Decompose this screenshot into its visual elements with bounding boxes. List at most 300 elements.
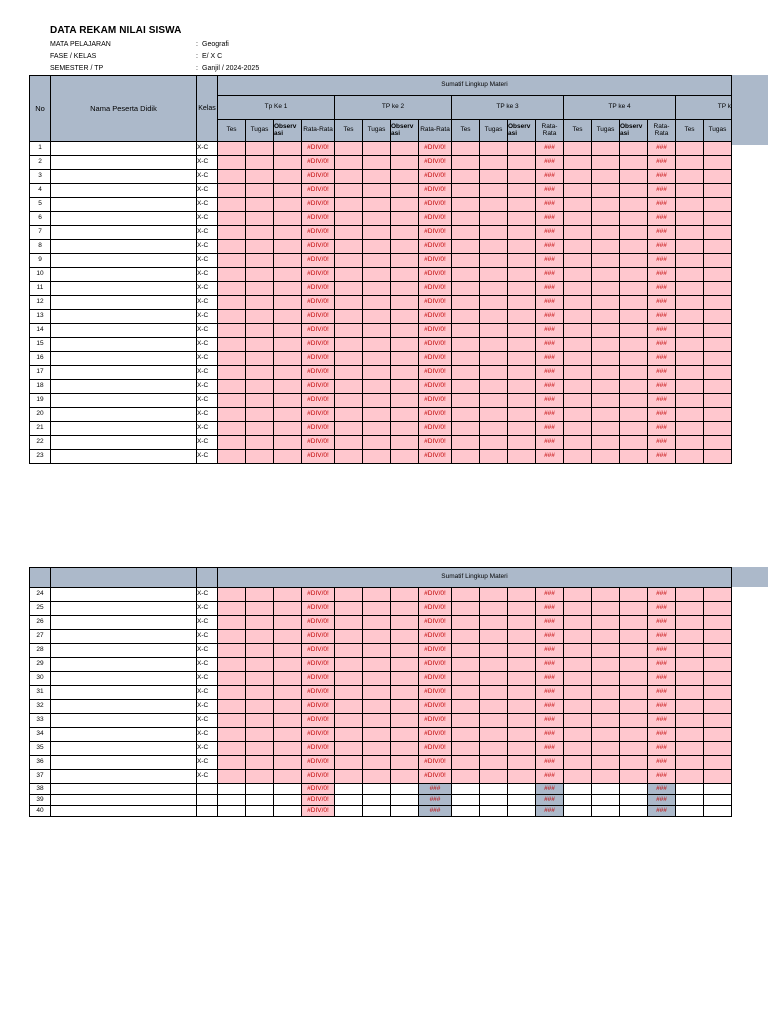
kelas-cell[interactable]: X-C [197,142,218,156]
score-tugas-cell[interactable] [480,686,508,700]
score-observasi-cell[interactable] [508,394,536,408]
score-tugas-cell[interactable] [246,630,274,644]
score-tugas-cell[interactable] [592,795,620,806]
score-tes-cell[interactable] [335,282,363,296]
score-tes-cell[interactable] [676,742,704,756]
score-observasi-cell[interactable] [508,380,536,394]
score-observasi-cell[interactable] [508,184,536,198]
score-tes-cell[interactable] [676,450,704,464]
student-name-cell[interactable] [51,380,197,394]
student-name-cell[interactable] [51,198,197,212]
score-tes-cell[interactable] [218,806,246,817]
kelas-cell[interactable]: X-C [197,296,218,310]
score-observasi-cell[interactable] [391,296,419,310]
score-observasi-cell[interactable] [620,616,648,630]
score-tes-cell[interactable] [335,806,363,817]
score-observasi-cell[interactable] [274,630,302,644]
score-tes-cell[interactable] [218,728,246,742]
student-name-cell[interactable] [51,310,197,324]
score-observasi-cell[interactable] [508,644,536,658]
student-name-cell[interactable] [51,324,197,338]
kelas-cell[interactable] [197,795,218,806]
score-tugas-cell[interactable] [592,366,620,380]
kelas-cell[interactable]: X-C [197,268,218,282]
score-tes-cell[interactable] [676,784,704,795]
score-tugas-cell[interactable] [704,170,732,184]
score-tugas-cell[interactable] [363,184,391,198]
kelas-cell[interactable]: X-C [197,672,218,686]
kelas-cell[interactable]: X-C [197,770,218,784]
score-tes-cell[interactable] [452,588,480,602]
score-tes-cell[interactable] [218,700,246,714]
score-tes-cell[interactable] [452,728,480,742]
score-tes-cell[interactable] [452,352,480,366]
score-tes-cell[interactable] [335,422,363,436]
score-observasi-cell[interactable] [391,436,419,450]
score-observasi-cell[interactable] [274,616,302,630]
score-tugas-cell[interactable] [480,728,508,742]
score-tes-cell[interactable] [676,310,704,324]
score-tugas-cell[interactable] [480,742,508,756]
score-tugas-cell[interactable] [246,756,274,770]
student-name-cell[interactable] [51,450,197,464]
score-tes-cell[interactable] [564,686,592,700]
score-tugas-cell[interactable] [363,226,391,240]
score-tugas-cell[interactable] [592,352,620,366]
score-observasi-cell[interactable] [391,240,419,254]
meta-value[interactable]: Ganjil / 2024-2025 [202,65,260,72]
score-tes-cell[interactable] [564,212,592,226]
score-tes-cell[interactable] [452,806,480,817]
score-tugas-cell[interactable] [363,282,391,296]
score-observasi-cell[interactable] [620,644,648,658]
score-tes-cell[interactable] [676,338,704,352]
score-tes-cell[interactable] [335,408,363,422]
score-tugas-cell[interactable] [480,658,508,672]
score-tugas-cell[interactable] [480,436,508,450]
kelas-cell[interactable]: X-C [197,254,218,268]
score-tugas-cell[interactable] [363,324,391,338]
score-observasi-cell[interactable] [391,770,419,784]
score-tugas-cell[interactable] [246,672,274,686]
score-tes-cell[interactable] [335,644,363,658]
score-tes-cell[interactable] [564,742,592,756]
score-observasi-cell[interactable] [391,170,419,184]
score-tugas-cell[interactable] [592,784,620,795]
score-tugas-cell[interactable] [480,254,508,268]
score-observasi-cell[interactable] [620,408,648,422]
score-observasi-cell[interactable] [620,212,648,226]
kelas-cell[interactable]: X-C [197,700,218,714]
score-tugas-cell[interactable] [704,408,732,422]
score-tugas-cell[interactable] [246,338,274,352]
kelas-cell[interactable]: X-C [197,714,218,728]
kelas-cell[interactable]: X-C [197,184,218,198]
score-observasi-cell[interactable] [620,588,648,602]
score-tugas-cell[interactable] [246,784,274,795]
score-tes-cell[interactable] [452,700,480,714]
score-tugas-cell[interactable] [363,380,391,394]
score-tugas-cell[interactable] [480,714,508,728]
score-observasi-cell[interactable] [508,408,536,422]
score-tes-cell[interactable] [452,338,480,352]
score-observasi-cell[interactable] [391,380,419,394]
score-tugas-cell[interactable] [480,212,508,226]
score-observasi-cell[interactable] [508,422,536,436]
score-observasi-cell[interactable] [620,156,648,170]
score-tugas-cell[interactable] [363,672,391,686]
score-tes-cell[interactable] [564,756,592,770]
score-tes-cell[interactable] [452,658,480,672]
score-tugas-cell[interactable] [704,254,732,268]
score-tes-cell[interactable] [335,756,363,770]
score-observasi-cell[interactable] [274,184,302,198]
score-observasi-cell[interactable] [620,756,648,770]
score-tes-cell[interactable] [335,742,363,756]
student-name-cell[interactable] [51,156,197,170]
score-observasi-cell[interactable] [620,602,648,616]
score-tes-cell[interactable] [676,700,704,714]
score-tugas-cell[interactable] [592,408,620,422]
score-tes-cell[interactable] [335,296,363,310]
score-observasi-cell[interactable] [508,198,536,212]
score-tes-cell[interactable] [564,282,592,296]
score-tes-cell[interactable] [335,602,363,616]
score-tugas-cell[interactable] [480,184,508,198]
score-observasi-cell[interactable] [274,352,302,366]
score-tes-cell[interactable] [564,658,592,672]
score-tes-cell[interactable] [335,700,363,714]
score-tes-cell[interactable] [218,198,246,212]
score-tugas-cell[interactable] [246,310,274,324]
score-tugas-cell[interactable] [363,770,391,784]
score-tugas-cell[interactable] [704,240,732,254]
score-tes-cell[interactable] [564,630,592,644]
score-observasi-cell[interactable] [274,700,302,714]
score-tes-cell[interactable] [676,672,704,686]
score-tugas-cell[interactable] [592,806,620,817]
student-name-cell[interactable] [51,588,197,602]
score-tes-cell[interactable] [218,240,246,254]
score-observasi-cell[interactable] [274,268,302,282]
student-name-cell[interactable] [51,226,197,240]
score-tugas-cell[interactable] [480,672,508,686]
score-tes-cell[interactable] [676,380,704,394]
score-tes-cell[interactable] [452,198,480,212]
score-tes-cell[interactable] [564,254,592,268]
score-observasi-cell[interactable] [274,254,302,268]
score-observasi-cell[interactable] [508,700,536,714]
score-tugas-cell[interactable] [592,422,620,436]
score-tugas-cell[interactable] [592,436,620,450]
meta-value[interactable]: E/ X C [202,53,223,60]
score-tes-cell[interactable] [564,296,592,310]
score-tugas-cell[interactable] [480,644,508,658]
kelas-cell[interactable]: X-C [197,616,218,630]
score-tugas-cell[interactable] [480,352,508,366]
score-observasi-cell[interactable] [620,170,648,184]
meta-value[interactable]: Geografi [202,41,229,48]
score-tes-cell[interactable] [335,616,363,630]
score-tes-cell[interactable] [218,226,246,240]
score-tugas-cell[interactable] [480,380,508,394]
score-observasi-cell[interactable] [274,770,302,784]
score-observasi-cell[interactable] [274,282,302,296]
score-observasi-cell[interactable] [508,352,536,366]
score-tugas-cell[interactable] [592,240,620,254]
score-tugas-cell[interactable] [704,714,732,728]
score-observasi-cell[interactable] [620,700,648,714]
student-name-cell[interactable] [51,686,197,700]
kelas-cell[interactable]: X-C [197,588,218,602]
score-observasi-cell[interactable] [508,436,536,450]
score-tugas-cell[interactable] [480,795,508,806]
score-tugas-cell[interactable] [704,700,732,714]
score-tugas-cell[interactable] [363,714,391,728]
score-tes-cell[interactable] [218,338,246,352]
score-tes-cell[interactable] [218,672,246,686]
student-name-cell[interactable] [51,142,197,156]
score-tugas-cell[interactable] [480,338,508,352]
score-observasi-cell[interactable] [508,296,536,310]
score-tes-cell[interactable] [335,630,363,644]
score-observasi-cell[interactable] [391,366,419,380]
score-observasi-cell[interactable] [391,756,419,770]
score-tes-cell[interactable] [452,240,480,254]
score-tugas-cell[interactable] [246,700,274,714]
score-tes-cell[interactable] [564,240,592,254]
score-observasi-cell[interactable] [620,380,648,394]
score-tes-cell[interactable] [676,156,704,170]
score-tes-cell[interactable] [452,686,480,700]
score-tes-cell[interactable] [564,422,592,436]
score-observasi-cell[interactable] [508,254,536,268]
student-name-cell[interactable] [51,756,197,770]
score-tes-cell[interactable] [676,806,704,817]
score-tes-cell[interactable] [564,380,592,394]
score-tes-cell[interactable] [564,142,592,156]
score-observasi-cell[interactable] [508,142,536,156]
score-tugas-cell[interactable] [592,588,620,602]
score-tes-cell[interactable] [452,672,480,686]
score-tes-cell[interactable] [218,254,246,268]
score-tes-cell[interactable] [676,795,704,806]
score-tes-cell[interactable] [452,170,480,184]
score-tugas-cell[interactable] [592,728,620,742]
student-name-cell[interactable] [51,170,197,184]
score-observasi-cell[interactable] [508,672,536,686]
score-observasi-cell[interactable] [391,338,419,352]
score-tugas-cell[interactable] [246,602,274,616]
score-tes-cell[interactable] [335,658,363,672]
score-tugas-cell[interactable] [363,742,391,756]
score-tugas-cell[interactable] [480,408,508,422]
score-observasi-cell[interactable] [274,226,302,240]
score-observasi-cell[interactable] [620,254,648,268]
student-name-cell[interactable] [51,282,197,296]
score-tes-cell[interactable] [218,742,246,756]
score-tes-cell[interactable] [218,310,246,324]
score-observasi-cell[interactable] [274,658,302,672]
score-observasi-cell[interactable] [508,170,536,184]
score-tugas-cell[interactable] [480,226,508,240]
student-name-cell[interactable] [51,806,197,817]
score-tes-cell[interactable] [564,184,592,198]
score-observasi-cell[interactable] [508,630,536,644]
score-tes-cell[interactable] [676,658,704,672]
score-tes-cell[interactable] [452,156,480,170]
score-tes-cell[interactable] [335,795,363,806]
student-name-cell[interactable] [51,240,197,254]
kelas-cell[interactable]: X-C [197,338,218,352]
score-observasi-cell[interactable] [620,310,648,324]
score-observasi-cell[interactable] [508,310,536,324]
student-name-cell[interactable] [51,338,197,352]
score-observasi-cell[interactable] [508,338,536,352]
score-observasi-cell[interactable] [620,142,648,156]
score-tes-cell[interactable] [564,170,592,184]
score-tugas-cell[interactable] [592,380,620,394]
score-observasi-cell[interactable] [620,226,648,240]
score-observasi-cell[interactable] [274,672,302,686]
score-observasi-cell[interactable] [274,380,302,394]
score-tugas-cell[interactable] [363,450,391,464]
score-observasi-cell[interactable] [508,156,536,170]
score-tugas-cell[interactable] [704,806,732,817]
score-tugas-cell[interactable] [704,658,732,672]
score-tugas-cell[interactable] [363,394,391,408]
score-tes-cell[interactable] [452,226,480,240]
score-tugas-cell[interactable] [704,630,732,644]
score-tes-cell[interactable] [335,338,363,352]
student-name-cell[interactable] [51,212,197,226]
score-tes-cell[interactable] [335,198,363,212]
score-observasi-cell[interactable] [274,366,302,380]
score-tes-cell[interactable] [452,784,480,795]
score-tes-cell[interactable] [452,310,480,324]
score-observasi-cell[interactable] [508,714,536,728]
score-tugas-cell[interactable] [246,422,274,436]
score-observasi-cell[interactable] [274,338,302,352]
score-tes-cell[interactable] [335,240,363,254]
score-observasi-cell[interactable] [391,310,419,324]
score-tes-cell[interactable] [676,366,704,380]
score-observasi-cell[interactable] [274,795,302,806]
score-tes-cell[interactable] [218,422,246,436]
score-tes-cell[interactable] [452,602,480,616]
score-tes-cell[interactable] [564,644,592,658]
score-observasi-cell[interactable] [391,728,419,742]
score-tes-cell[interactable] [335,310,363,324]
score-tes-cell[interactable] [452,254,480,268]
kelas-cell[interactable]: X-C [197,352,218,366]
score-tes-cell[interactable] [452,450,480,464]
score-tugas-cell[interactable] [704,742,732,756]
score-observasi-cell[interactable] [620,352,648,366]
kelas-cell[interactable]: X-C [197,756,218,770]
score-tes-cell[interactable] [218,156,246,170]
score-observasi-cell[interactable] [274,756,302,770]
score-tugas-cell[interactable] [480,156,508,170]
score-observasi-cell[interactable] [391,268,419,282]
score-tes-cell[interactable] [218,296,246,310]
score-observasi-cell[interactable] [274,408,302,422]
student-name-cell[interactable] [51,644,197,658]
score-tugas-cell[interactable] [363,408,391,422]
kelas-cell[interactable]: X-C [197,226,218,240]
score-tugas-cell[interactable] [704,394,732,408]
score-observasi-cell[interactable] [391,212,419,226]
score-tes-cell[interactable] [335,254,363,268]
score-observasi-cell[interactable] [274,296,302,310]
score-observasi-cell[interactable] [391,324,419,338]
score-tes-cell[interactable] [218,394,246,408]
score-observasi-cell[interactable] [391,795,419,806]
score-tugas-cell[interactable] [363,806,391,817]
score-observasi-cell[interactable] [391,742,419,756]
score-tes-cell[interactable] [218,352,246,366]
score-tes-cell[interactable] [218,602,246,616]
score-tes-cell[interactable] [676,254,704,268]
score-observasi-cell[interactable] [508,806,536,817]
score-observasi-cell[interactable] [508,450,536,464]
score-tes-cell[interactable] [676,616,704,630]
score-tes-cell[interactable] [676,686,704,700]
score-observasi-cell[interactable] [274,588,302,602]
score-tugas-cell[interactable] [704,338,732,352]
score-tugas-cell[interactable] [246,380,274,394]
score-tes-cell[interactable] [676,394,704,408]
score-tes-cell[interactable] [335,728,363,742]
score-tugas-cell[interactable] [363,728,391,742]
score-tugas-cell[interactable] [363,352,391,366]
score-tugas-cell[interactable] [704,686,732,700]
score-observasi-cell[interactable] [508,268,536,282]
score-observasi-cell[interactable] [274,644,302,658]
score-tes-cell[interactable] [335,156,363,170]
score-observasi-cell[interactable] [620,450,648,464]
score-tes-cell[interactable] [452,366,480,380]
student-name-cell[interactable] [51,254,197,268]
score-tes-cell[interactable] [218,658,246,672]
score-tugas-cell[interactable] [592,310,620,324]
score-tugas-cell[interactable] [704,352,732,366]
score-tes-cell[interactable] [452,142,480,156]
score-tugas-cell[interactable] [592,142,620,156]
score-tugas-cell[interactable] [246,770,274,784]
score-observasi-cell[interactable] [620,198,648,212]
score-tes-cell[interactable] [335,686,363,700]
score-tes-cell[interactable] [676,324,704,338]
score-tes-cell[interactable] [676,644,704,658]
score-tugas-cell[interactable] [592,268,620,282]
score-tes-cell[interactable] [564,450,592,464]
score-tes-cell[interactable] [218,324,246,338]
score-tugas-cell[interactable] [246,742,274,756]
score-tugas-cell[interactable] [246,254,274,268]
score-tugas-cell[interactable] [592,770,620,784]
score-observasi-cell[interactable] [274,714,302,728]
score-observasi-cell[interactable] [274,602,302,616]
kelas-cell[interactable]: X-C [197,212,218,226]
score-tes-cell[interactable] [452,184,480,198]
score-observasi-cell[interactable] [274,394,302,408]
kelas-cell[interactable]: X-C [197,658,218,672]
score-observasi-cell[interactable] [620,240,648,254]
score-tes-cell[interactable] [218,366,246,380]
score-tugas-cell[interactable] [704,644,732,658]
score-tes-cell[interactable] [564,672,592,686]
